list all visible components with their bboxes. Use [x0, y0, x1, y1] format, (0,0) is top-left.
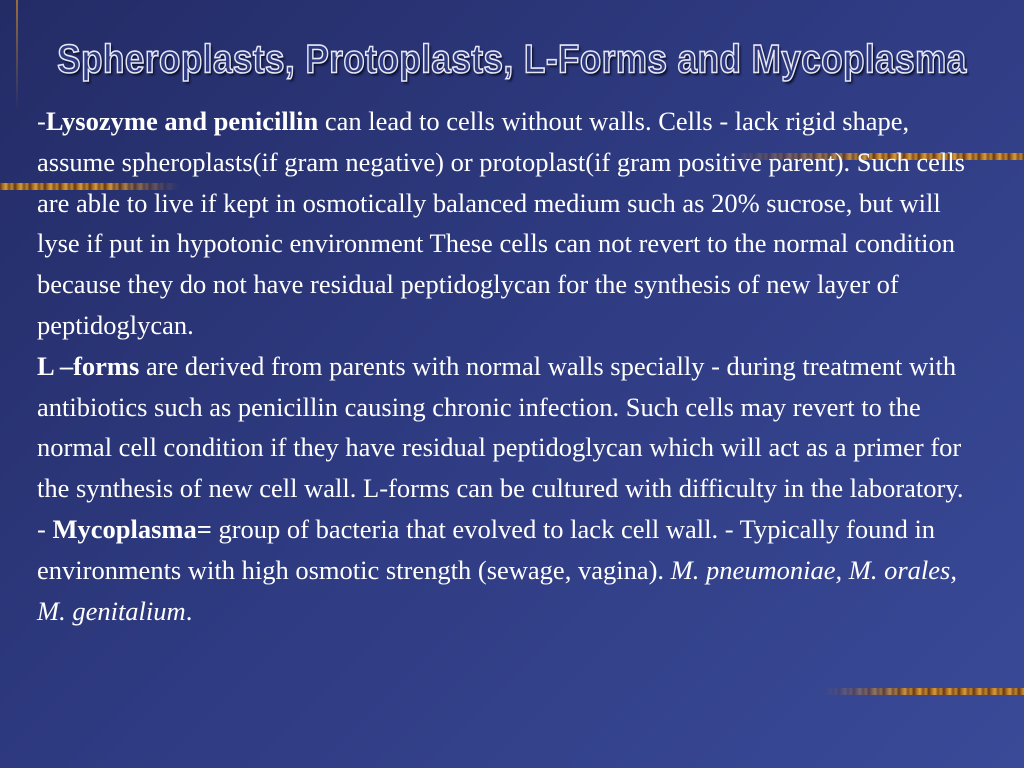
- term-mycoplasma: Mycoplasma=: [52, 513, 212, 544]
- slide-title: Spheroplasts, Protoplasts, L-Forms and Mycoplasma: [57, 37, 967, 82]
- paragraph-lead: -: [37, 106, 46, 136]
- paragraph-lead: -: [37, 513, 53, 544]
- paragraph-text: group of bacteria that evolved to lack cell wall. - Typically found in environments with high osmotic strength (sewage, vagina).: [37, 513, 936, 585]
- slide-body: [37, 101, 987, 631]
- term-lysozyme-penicillin: Lysozyme and penicillin: [45, 106, 319, 136]
- paragraph-text: are derived from parents with normal walls specially - during treatment with antibiotics such as penicillin causing chronic infection. Such cells may revert to the normal cell condition if they have residual peptidoglycan which will act as a primer for the synthesis of new cell wall. L-forms can be cultured with difficulty in the laboratory.: [37, 350, 964, 504]
- term-l-forms: L –forms: [37, 350, 140, 381]
- paragraph-l-forms: [37, 346, 987, 509]
- decorative-stripe-right-bottom: [824, 688, 1024, 695]
- paragraph-lysozyme: [37, 101, 987, 346]
- paragraph-text: can lead to cells without walls. Cells - lack rigid shape, assume spheroplasts(if gram negative) or protoplast(if gram positive parent). Such cells are able to live if kept in osmotically balanced medium such as 20% sucrose, but will lyse if put in hypotonic environment These cells can not revert to the normal condition because they do not have residual peptidoglycan for the synthesis of new layer of peptidoglycan.: [37, 106, 965, 340]
- paragraph-mycoplasma: [37, 509, 987, 631]
- paragraph-tail: .: [185, 595, 193, 626]
- species-names: M. pneumoniae, M. orales, M. genitalium: [37, 554, 957, 626]
